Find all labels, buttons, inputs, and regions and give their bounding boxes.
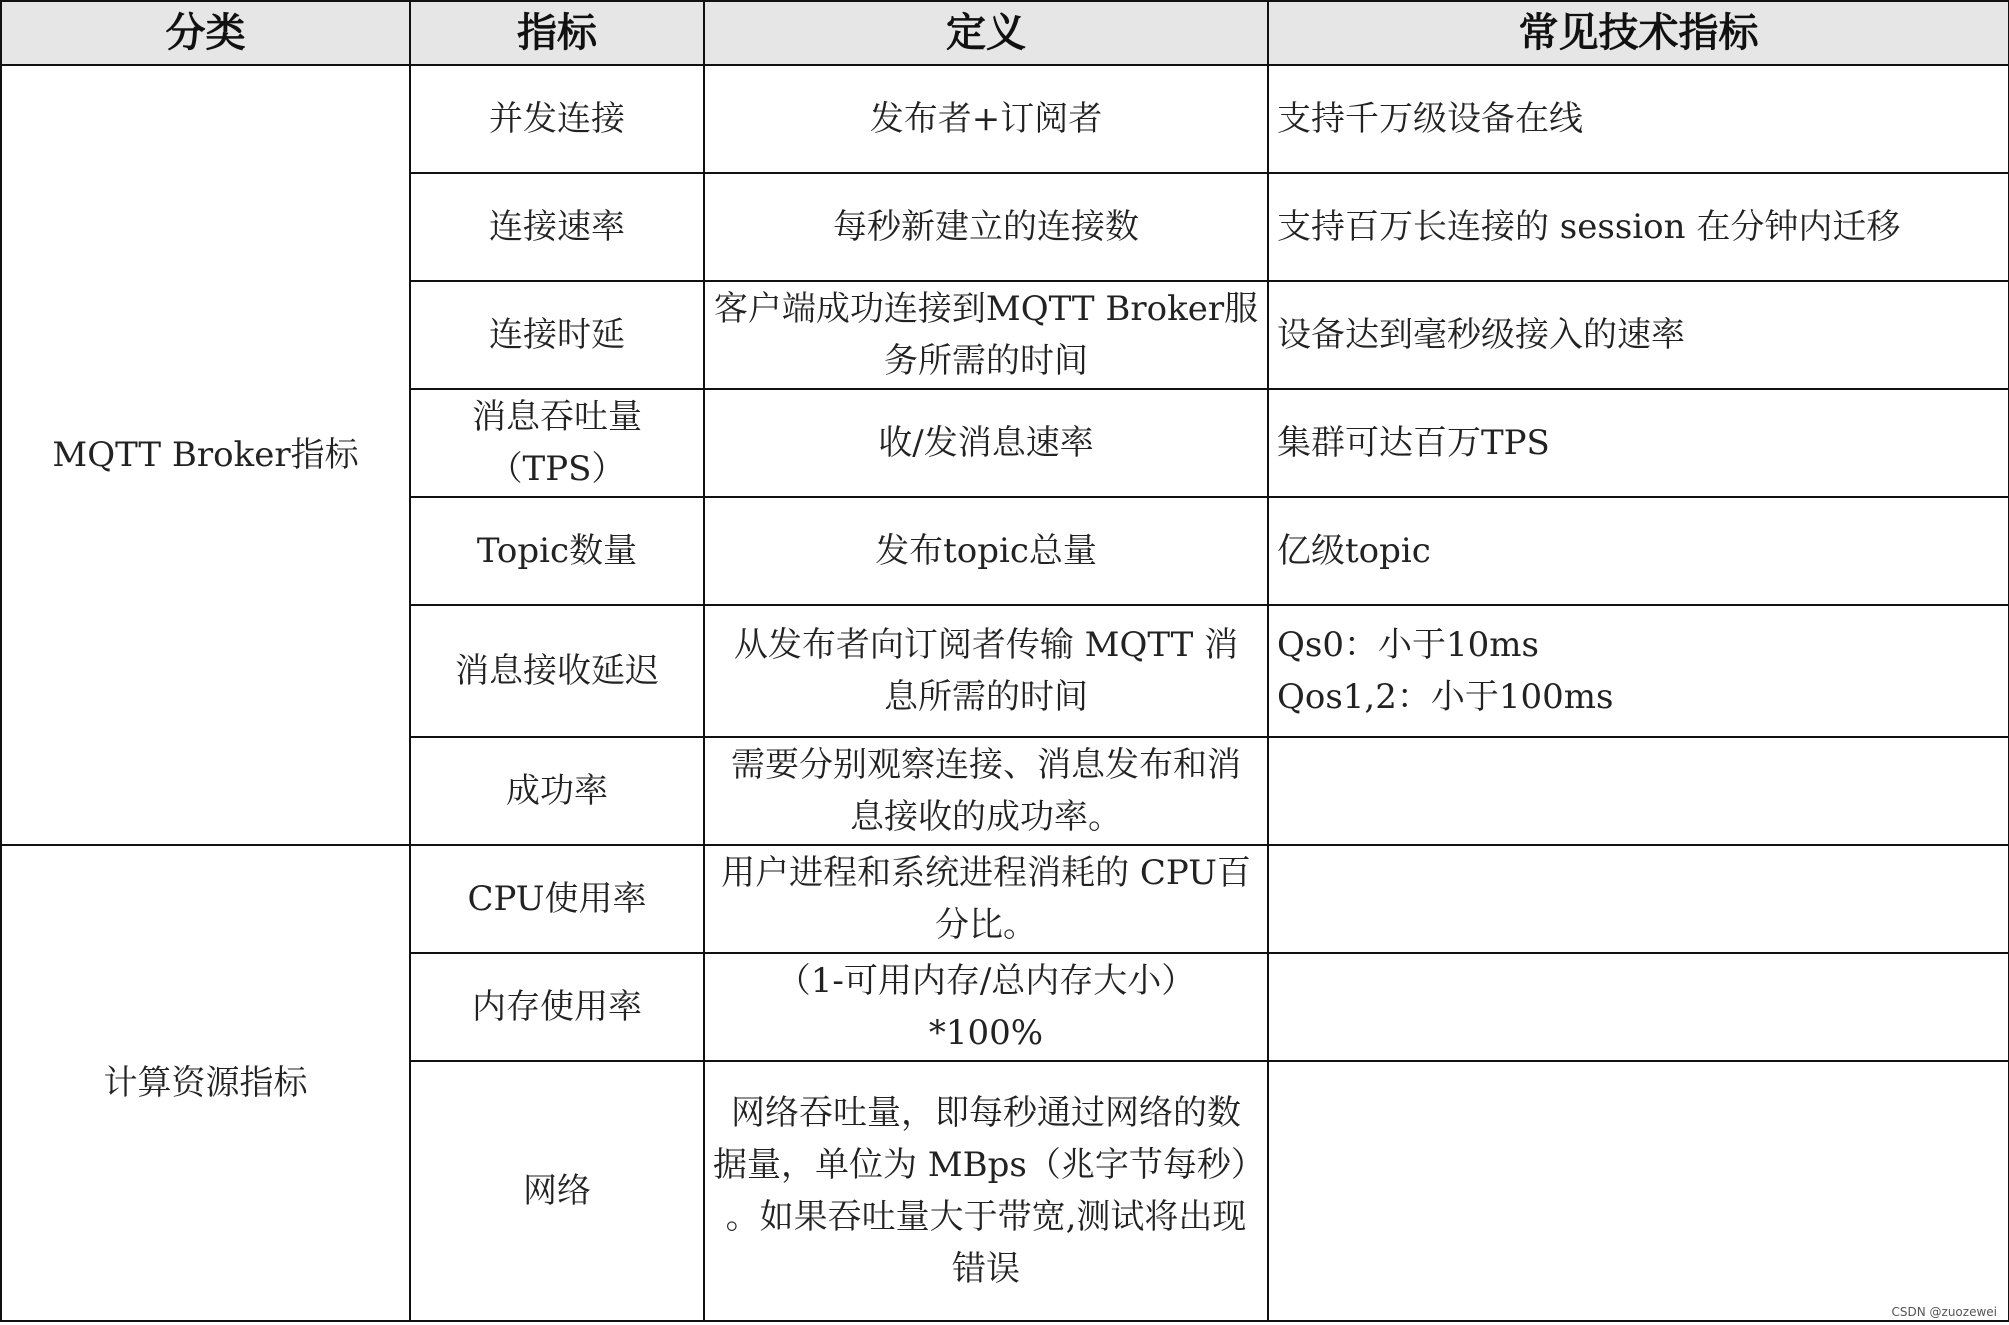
- common-metric-text: 集群可达百万TPS: [1277, 423, 1550, 463]
- definition-cell: [704, 65, 1268, 173]
- indicator-cell: [410, 1061, 704, 1321]
- definition-text: 分比。: [935, 905, 1037, 945]
- category-cell: [1, 65, 410, 845]
- definition-text: 收/发消息速率: [878, 423, 1094, 463]
- category-cell: [1, 845, 410, 1321]
- definition-cell: [704, 281, 1268, 389]
- indicator-cell: [410, 953, 704, 1061]
- common-metric-text: 设备达到毫秒级接入的速率: [1277, 315, 1685, 355]
- common-metric-cell: [1268, 281, 2009, 389]
- common-metric-text: Qos1,2：小于100ms: [1277, 677, 1614, 717]
- definition-text: 需要分别观察连接、消息发布和消: [731, 745, 1241, 785]
- common-metric-cell: [1268, 1061, 2009, 1321]
- category-label: 计算资源指标: [103, 1063, 308, 1103]
- indicator-cell: [410, 605, 704, 737]
- common-metric-text: 支持百万长连接的 session 在分钟内迁移: [1277, 207, 1901, 247]
- header-common-metrics: 常见技术指标: [1268, 1, 2009, 65]
- definition-text: 用户进程和系统进程消耗的 CPU百: [721, 853, 1251, 893]
- indicator-text: Topic数量: [476, 531, 638, 571]
- definition-text: 网络吞吐量，即每秒通过网络的数: [731, 1093, 1241, 1133]
- watermark: CSDN @zuozewei: [1891, 1305, 1997, 1319]
- definition-text: 据量，单位为 MBps（兆字节每秒）: [713, 1145, 1265, 1185]
- definition-cell: [704, 737, 1268, 845]
- definition-cell: [704, 173, 1268, 281]
- definition-text: 息所需的时间: [884, 677, 1088, 717]
- common-metric-cell: [1268, 65, 2009, 173]
- definition-text: *100%: [928, 1013, 1044, 1053]
- indicator-text: 连接时延: [489, 315, 625, 355]
- definition-cell: [704, 497, 1268, 605]
- common-metric-cell: [1268, 389, 2009, 497]
- common-metric-cell: [1268, 737, 2009, 845]
- definition-cell: [704, 605, 1268, 737]
- definition-cell: [704, 953, 1268, 1061]
- header-definition: 定义: [704, 1, 1268, 65]
- definition-cell: [704, 1061, 1268, 1321]
- table-row: [1, 845, 2009, 953]
- table-row: [1, 65, 2009, 173]
- definition-text: 务所需的时间: [884, 341, 1088, 381]
- header-row: [1, 1, 2009, 65]
- header-category: 分类: [1, 1, 410, 65]
- definition-text: （1-可用内存/总内存大小）: [776, 961, 1196, 1001]
- common-metric-cell: [1268, 497, 2009, 605]
- indicator-text: 消息吞吐量: [472, 397, 642, 437]
- definition-text: 发布topic总量: [875, 531, 1097, 571]
- indicator-cell: [410, 65, 704, 173]
- indicator-text: 消息接收延迟: [455, 651, 659, 691]
- header-indicator: 指标: [410, 1, 704, 65]
- indicator-text: CPU使用率: [467, 879, 647, 919]
- definition-text: 息接收的成功率。: [850, 797, 1122, 837]
- indicator-text: 并发连接: [489, 99, 625, 139]
- definition-text: 错误: [952, 1249, 1020, 1289]
- definition-text: 。如果吞吐量大于带宽,测试将出现: [725, 1197, 1247, 1237]
- indicator-cell: [410, 497, 704, 605]
- indicator-cell: [410, 173, 704, 281]
- definition-text: 每秒新建立的连接数: [833, 207, 1139, 247]
- indicator-text: 网络: [523, 1171, 591, 1211]
- common-metric-cell: [1268, 953, 2009, 1061]
- definition-cell: [704, 845, 1268, 953]
- indicator-cell: [410, 845, 704, 953]
- indicator-text: 内存使用率: [472, 987, 642, 1027]
- common-metric-text: 亿级topic: [1277, 531, 1431, 571]
- common-metric-cell: [1268, 605, 2009, 737]
- indicator-cell: [410, 389, 704, 497]
- indicator-cell: [410, 737, 704, 845]
- indicator-text: 成功率: [506, 771, 608, 811]
- common-metric-text: 支持千万级设备在线: [1277, 99, 1583, 139]
- definition-text: 从发布者向订阅者传输 MQTT 消: [733, 625, 1239, 665]
- indicator-text: （TPS）: [488, 449, 626, 489]
- definition-text: 客户端成功连接到MQTT Broker服: [713, 289, 1259, 329]
- definition-text: 发布者+订阅者: [869, 99, 1103, 139]
- definition-cell: [704, 389, 1268, 497]
- common-metric-text: Qs0：小于10ms: [1277, 625, 1539, 665]
- indicator-text: 连接速率: [489, 207, 625, 247]
- common-metric-cell: [1268, 845, 2009, 953]
- indicator-cell: [410, 281, 704, 389]
- category-label: MQTT Broker指标: [52, 435, 359, 475]
- common-metric-cell: [1268, 173, 2009, 281]
